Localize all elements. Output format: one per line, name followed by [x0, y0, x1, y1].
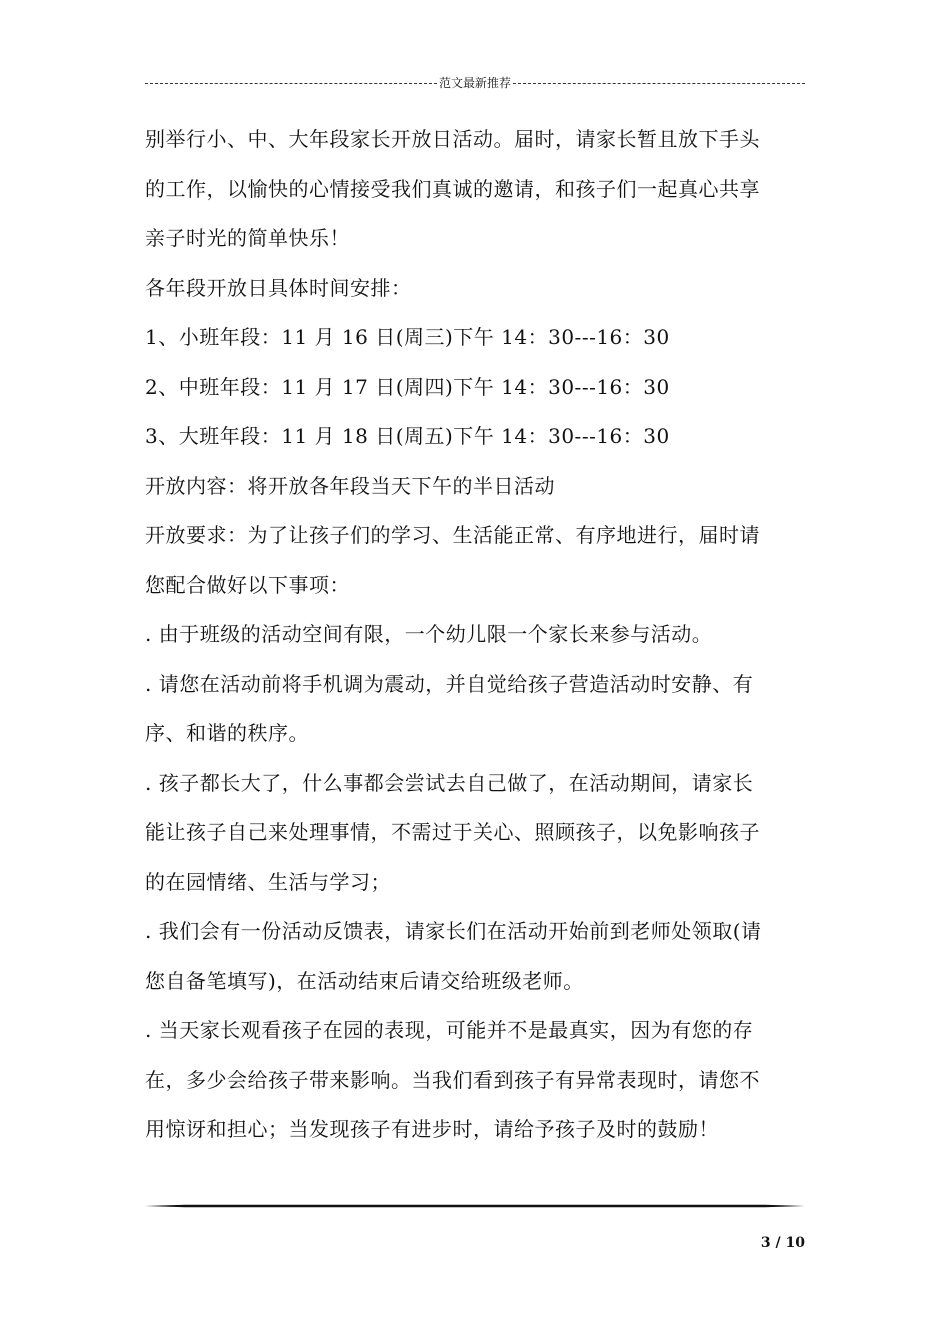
document-body [145, 115, 810, 1155]
schedule-item-middle-class: 2、中班年段：11 月 17 日(周四)下午 14：30---16：30 [145, 374, 670, 399]
footer-divider [145, 1204, 805, 1208]
page-number: 3 / 10 [760, 1235, 805, 1251]
requirement-item: . 由于班级的活动空间有限，一个幼儿限一个家长来参与活动。 [145, 622, 713, 646]
paragraph-line: 的工作，以愉快的心情接受我们真诚的邀请，和孩子们一起真心共享 [145, 176, 760, 201]
paragraph-line: 亲子时光的简单快乐！ [145, 226, 350, 250]
requirements-line: 开放要求：为了让孩子们的学习、生活能正常、有序地进行，届时请 [145, 523, 760, 547]
requirement-item: 能让孩子自己来处理事情，不需过于关心、照顾孩子，以免影响孩子 [145, 820, 760, 844]
requirement-item: . 孩子都长大了，什么事都会尝试去自己做了，在活动期间，请家长 [145, 770, 754, 795]
schedule-item-large-class: 3、大班年段：11 月 18 日(周五)下午 14：30---16：30 [145, 424, 670, 448]
header-dash-right [513, 83, 805, 84]
header-dash-left [145, 83, 437, 84]
schedule-item-small-class: 1、小班年段：11 月 16 日(周三)下午 14：30---16：30 [145, 325, 670, 349]
schedule-heading: 各年段开放日具体时间安排： [145, 275, 412, 300]
page-header [145, 74, 805, 92]
requirement-item: 您自备笔填写)，在活动结束后请交给班级老师。 [145, 968, 584, 993]
requirement-item: . 请您在活动前将手机调为震动，并自觉给孩子营造活动时安静、有 [145, 671, 754, 696]
requirements-line: 您配合做好以下事项： [145, 572, 350, 597]
header-title: 范文最新推荐 [439, 76, 512, 90]
requirement-item: 的在园情绪、生活与学习； [145, 869, 391, 894]
requirement-item: . 当天家长观看孩子在园的表现，可能并不是最真实，因为有您的存 [145, 1018, 754, 1042]
requirement-item: 在，多少会给孩子带来影响。当我们看到孩子有异常表现时，请您不 [145, 1067, 760, 1092]
requirement-item: . 我们会有一份活动反馈表，请家长们在活动开始前到老师处领取(请 [145, 919, 762, 943]
paragraph-line: 别举行小、中、大年段家长开放日活动。届时，请家长暂且放下手头 [145, 127, 760, 151]
requirement-item: 用惊讶和担心；当发现孩子有进步时，请给予孩子及时的鼓励！ [145, 1117, 719, 1141]
open-content-line: 开放内容：将开放各年段当天下午的半日活动 [145, 473, 555, 498]
requirement-item: 序、和谐的秩序。 [145, 721, 309, 745]
